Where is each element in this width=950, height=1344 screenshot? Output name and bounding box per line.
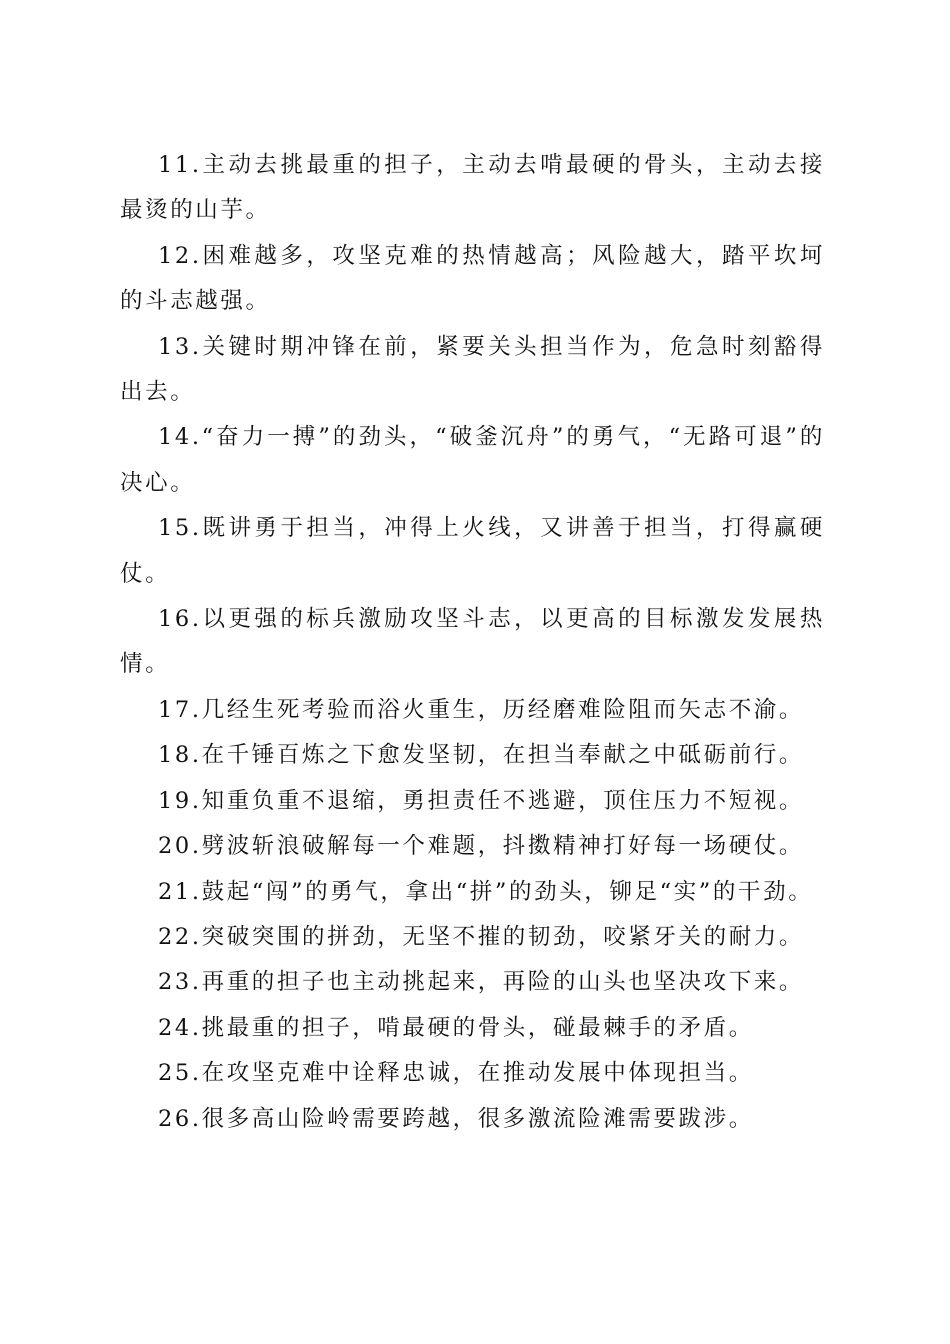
list-item-19 bbox=[120, 779, 825, 824]
list-item-22 bbox=[120, 915, 825, 960]
item-number: 20. bbox=[158, 833, 202, 860]
item-text: 几经生死考验而浴火重生，历经磨难险阻而矢志不渝。 bbox=[201, 696, 804, 723]
item-text: 挑最重的担子，啃最硬的骨头，碰最棘手的矛盾。 bbox=[201, 1014, 754, 1041]
item-number: 21. bbox=[158, 878, 202, 905]
list-item-20 bbox=[120, 824, 825, 869]
item-number: 14. bbox=[158, 424, 202, 451]
item-text: 鼓起“闯”的勇气，拿出“拼”的劲头，铆足“实”的干劲。 bbox=[201, 878, 814, 905]
item-number: 12. bbox=[158, 242, 202, 269]
item-number: 25. bbox=[158, 1060, 202, 1087]
item-number: 17. bbox=[158, 696, 202, 723]
list-item-18 bbox=[120, 733, 825, 778]
item-number: 16. bbox=[158, 606, 202, 633]
item-number: 22. bbox=[158, 923, 202, 950]
list-item-13 bbox=[120, 325, 825, 416]
list-item-12 bbox=[120, 234, 825, 325]
list-item-15 bbox=[120, 506, 825, 597]
item-number: 15. bbox=[158, 515, 202, 542]
item-number: 11. bbox=[158, 152, 202, 178]
item-number: 19. bbox=[158, 787, 202, 814]
list-item-14 bbox=[120, 415, 825, 506]
item-text: 以更强的标兵激励攻坚斗志，以更高的目标激发发展热情。 bbox=[120, 606, 825, 678]
item-number: 23. bbox=[158, 969, 202, 996]
item-text: 知重负重不退缩，勇担责任不逃避，顶住压力不短视。 bbox=[201, 787, 804, 814]
item-text: 再重的担子也主动挑起来，再险的山头也坚决攻下来。 bbox=[201, 969, 804, 996]
item-text: 劈波斩浪破解每一个难题，抖擞精神打好每一场硬仗。 bbox=[201, 833, 804, 860]
list-item-21 bbox=[120, 870, 825, 915]
item-text: 突破突围的拼劲，无坚不摧的韧劲，咬紧牙关的耐力。 bbox=[201, 923, 804, 950]
item-text: “奋力一搏”的劲头，“破釜沉舟”的勇气，“无路可退”的决心。 bbox=[120, 424, 825, 496]
item-number: 24. bbox=[158, 1014, 202, 1041]
list-item-11 bbox=[120, 143, 825, 234]
list-item-23 bbox=[120, 960, 825, 1005]
list-item-17 bbox=[120, 688, 825, 733]
item-text: 既讲勇于担当，冲得上火线，又讲善于担当，打得赢硬仗。 bbox=[120, 515, 825, 587]
item-text: 主动去挑最重的担子，主动去啃最硬的骨头，主动去接最烫的山芋。 bbox=[120, 152, 825, 224]
item-text: 困难越多，攻坚克难的热情越高；风险越大，踏平坎坷的斗志越强。 bbox=[120, 242, 825, 315]
item-text: 在攻坚克难中诠释忠诚，在推动发展中体现担当。 bbox=[201, 1060, 754, 1087]
item-text: 关键时期冲锋在前，紧要关头担当作为，危急时刻豁得出去。 bbox=[120, 333, 825, 406]
list-item-24 bbox=[120, 1006, 825, 1051]
list-item-26 bbox=[120, 1097, 825, 1142]
item-number: 18. bbox=[158, 742, 202, 769]
item-number: 26. bbox=[158, 1105, 202, 1132]
sentence-list bbox=[120, 143, 825, 1142]
list-item-16 bbox=[120, 597, 825, 688]
list-item-25 bbox=[120, 1051, 825, 1096]
item-text: 很多高山险岭需要跨越，很多激流险滩需要跋涉。 bbox=[201, 1105, 754, 1132]
item-number: 13. bbox=[158, 333, 202, 360]
item-text: 在千锤百炼之下愈发坚韧，在担当奉献之中砥砺前行。 bbox=[201, 742, 804, 769]
